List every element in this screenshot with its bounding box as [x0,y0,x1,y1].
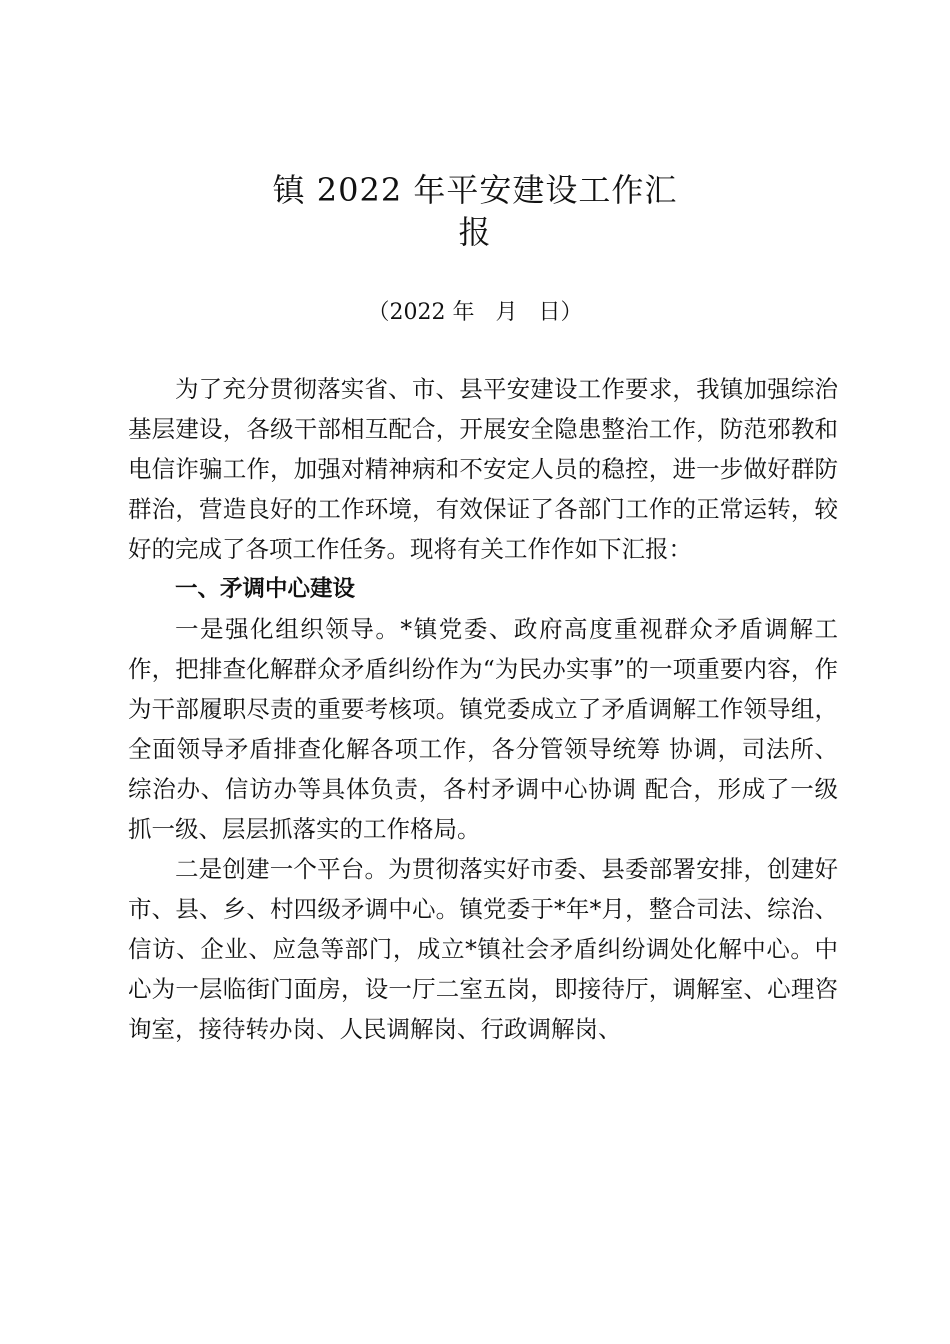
document-date: （2022 年 月 日） [367,300,583,325]
section-heading: 一、矛调中心建设 [175,576,356,602]
document-title-line-2: 报 [458,213,492,251]
intro-paragraph: 为了充分贯彻落实省、市、县平安建设工作要求，我镇加强综治基层建设，各级干部相互配合，开展安全隐患整治工作，防范邪教和电信诈骗工作，加强对精神病和不安定人员的稳控，进一步做好群防群治，营造良好的工作环境，有效保证了各部门工作的正常运转，较好的完成了各项工作任务。现将有关工作作如下汇报： [128,375,838,563]
body-paragraph: 一是强化组织领导。*镇党委、政府高度重视群众矛盾调解工作，把排查化解群众矛盾纠纷作为“为民办实事”的一项重要内容，作为干部履职尽责的重要考核项。镇党委成立了矛盾调解工作领导组，全面领导矛盾排查化解各项工作，各分管领导统筹 协调，司法所、综治办、信访办等具体负责，各村矛调中心协调 配合，形成了一级抓一级、层层抓落实的工作格局。 [128,615,838,843]
document-body [128,369,838,1049]
body-paragraph: 二是创建一个平台。为贯彻落实好市委、县委部署安排，创建好市、县、乡、村四级矛调中心。镇党委于*年*月，整合司法、综治、信访、企业、应急等部门，成立*镇社会矛盾纠纷调处化解中心。中心为一层临街门面房，设一厅二室五岗，即接待厅，调解室、心理咨询室，接待转办岗、人民调解岗、行政调解岗、 [128,855,838,1043]
document-title-line-1: 镇 2022 年平安建设工作汇 [272,171,678,209]
